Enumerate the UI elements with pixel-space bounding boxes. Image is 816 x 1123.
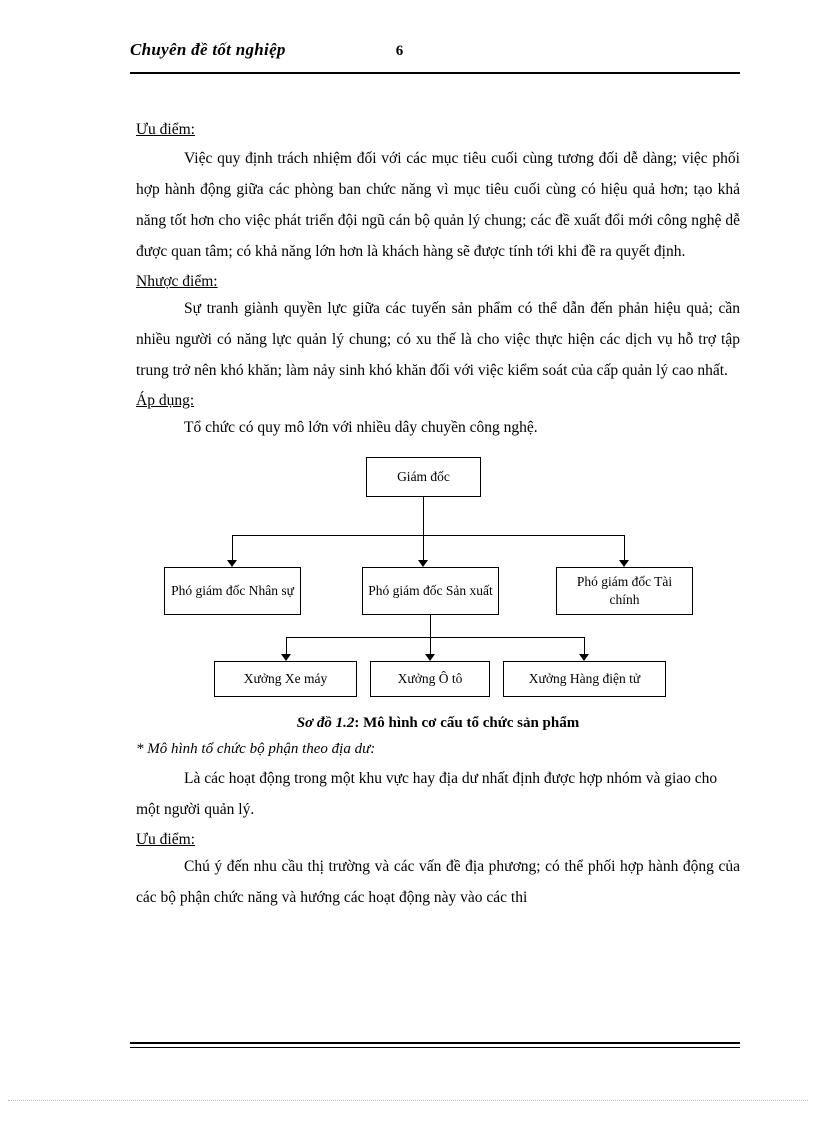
- page-edge-marker: [8, 1100, 808, 1101]
- org-node-label: Phó giám đốc Sản xuất: [368, 583, 493, 599]
- org-node-giam-doc: [366, 457, 481, 497]
- org-arrow-to-n3: [619, 560, 629, 567]
- section-text-uu-diem-2: Chú ý đến nhu cầu thị trường và các vấn đề địa phương; có thể phối hợp hành động của các bộ phận chức năng và hướng các hoạt động này vào các thi: [136, 858, 740, 907]
- section-text-nhuoc-diem: Sự tranh giành quyền lực giữa các tuyến sản phẩm có thể dẫn đến phản hiệu quả; cần nhiều người có năng lực quản lý chung; có xu thế là cho việc thực hiện các dịch vụ hỗ trợ tập trung trở nên khó khăn; làm nảy sinh khó khăn đối với việc kiểm soát của cấp quản lý cao nhất.: [136, 300, 740, 380]
- org-bus-level2: [286, 637, 584, 638]
- header-divider: [130, 72, 740, 74]
- page-header: [130, 40, 740, 60]
- org-node-label: Xưởng Hàng điện tử: [528, 671, 641, 687]
- subsection-heading-dia-du: * Mô hình tổ chức bộ phận theo địa dư:: [136, 741, 376, 758]
- org-node-xuong-xe-may: [214, 661, 357, 697]
- section-text-ap-dung: Tổ chức có quy mô lớn với nhiều dây chuyền công nghệ.: [184, 419, 538, 437]
- footer-divider-bottom: [130, 1047, 740, 1048]
- org-edge-root-down: [423, 497, 424, 535]
- section-label-nhuoc-diem: Nhược điểm:: [136, 273, 218, 291]
- org-arrow-to-n4: [281, 654, 291, 661]
- org-node-label: Phó giám đốc Tài chính: [576, 574, 673, 608]
- footer-divider-top: [130, 1042, 740, 1044]
- org-arrow-to-n2: [418, 560, 428, 567]
- figure-caption-text: : Mô hình cơ cấu tổ chức sản phẩm: [354, 715, 580, 732]
- figure-caption: [136, 715, 740, 732]
- section-text-uu-diem-1: Việc quy định trách nhiệm đối với các mục tiêu cuối cùng tương đối dễ dàng; việc phối hợp hành động giữa các phòng ban chức năng vì mục tiêu cuối cùng có hiệu quả hơn; tạo khả năng tốt hơn cho việc phát triển đội ngũ cán bộ quản lý chung; các đề xuất đổi mới công nghệ dễ được quan tâm; có khả năng lớn hơn là khách hàng sẽ được tính tới khi đề ra quyết định.: [136, 150, 740, 261]
- header-title: Chuyên đề tốt nghiệp: [130, 40, 286, 59]
- org-chart: [136, 457, 740, 705]
- section-label-ap-dung: Áp dụng:: [136, 392, 195, 410]
- org-arrow-to-n6: [579, 654, 589, 661]
- org-edge-n2-down: [430, 615, 431, 637]
- section-label-uu-diem-1: Ưu điểm:: [136, 121, 195, 138]
- org-node-pho-giam-doc-nhan-su: [164, 567, 301, 615]
- org-node-pho-giam-doc-tai-chinh: [556, 567, 693, 615]
- org-node-label: Phó giám đốc Nhân sự: [171, 583, 294, 599]
- org-node-xuong-o-to: [370, 661, 490, 697]
- document-body: [136, 118, 740, 913]
- org-node-xuong-hang-dien-tu: [503, 661, 666, 697]
- subsection-text-dia-du: Là các hoạt động trong một khu vực hay địa dư nhất định được hợp nhóm và giao cho một người quản lý.: [136, 770, 718, 819]
- header-page-number: 6: [395, 43, 404, 59]
- org-node-label: Giám đốc: [397, 469, 450, 485]
- org-arrow-to-n1: [227, 560, 237, 567]
- org-node-label: Xưởng Ô tô: [397, 671, 463, 687]
- org-node-label: Xưởng Xe máy: [243, 671, 328, 687]
- org-node-pho-giam-doc-san-xuat: [362, 567, 499, 615]
- org-arrow-to-n5: [425, 654, 435, 661]
- org-bus-level1: [232, 535, 624, 536]
- section-label-uu-diem-2: Ưu điểm:: [136, 831, 195, 849]
- figure-caption-number: Sơ đồ 1.2: [296, 715, 355, 732]
